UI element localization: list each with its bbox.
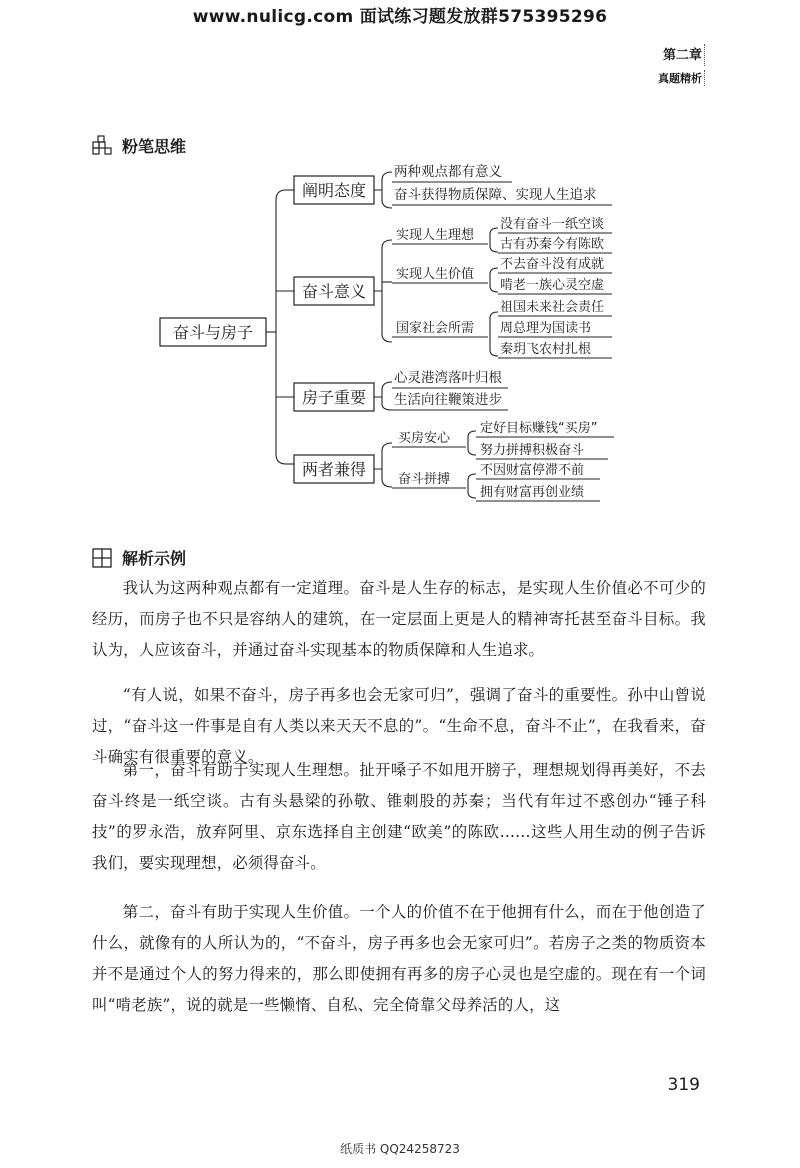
leaf-label: 奋斗获得物质保障、实现人生追求: [394, 187, 597, 203]
page-number: 319: [667, 1075, 700, 1095]
footer-note: 纸质书 QQ24258723: [340, 1142, 460, 1156]
leaf-label: 没有奋斗一纸空谈: [500, 217, 605, 232]
body-paragraph: “有人说，如果不奋斗，房子再多也会无家可归”，强调了奋斗的重要性。孙中山曾说过，“奋斗这一件事是自有人类以来天天不息的”。“生命不息，奋斗不止”，在我看来，奋斗确实有很重要的意义。: [92, 686, 706, 766]
leaf-label: 拥有财富再创业绩: [480, 485, 585, 500]
group-label: 实现人生理想: [396, 228, 475, 243]
section-subtitle: 真题精析: [658, 72, 702, 85]
branch-label: 阐明态度: [301, 181, 367, 200]
leaf-label: 两种观点都有意义: [394, 164, 502, 180]
analysis-heading: [92, 546, 186, 569]
group-label: 国家社会所需: [396, 321, 475, 336]
body-paragraph: 我认为这两种观点都有一定道理。奋斗是人生存的标志，是实现人生价值必不可少的经历，而房子也不只是容纳人的建筑，在一定层面上更是人的精神寄托甚至奋斗目标。我认为，人应该奋斗，并通过奋斗实现基本的物质保障和人生追求。: [92, 579, 706, 659]
analysis-heading-text: 解析示例: [122, 549, 187, 568]
group-label: 实现人生价值: [396, 267, 475, 282]
mindmap-heading-text: 粉笔思维: [122, 137, 187, 156]
leaf-label: 秦玥飞农村扎根: [500, 342, 592, 357]
leaf-label: 不去奋斗没有成就: [500, 257, 605, 272]
leaf-label: 不因财富停滞不前: [480, 463, 585, 478]
watermark: www.nulicg.com 面试练习题发放群575395296: [192, 7, 608, 27]
leaf-label: 古有苏秦今有陈欧: [500, 237, 605, 252]
leaf-label: 定好目标赚钱“买房”: [480, 421, 598, 436]
leaf-label: 努力拼搏积极奋斗: [480, 443, 585, 458]
analysis-icon: [92, 548, 112, 568]
body-paragraph: 第一，奋斗有助于实现人生理想。扯开嗓子不如甩开膀子，理想规划得再美好，不去奋斗终是一纸空谈。古有头悬梁的孙敬、锥刺股的苏秦；当代有年过不惑创办“锤子科技”的罗永浩，放弃阿里、京东选择自主创建“欧美”的陈欧……这些人用生动的例子告诉我们，要实现理想，必须得奋斗。: [92, 761, 706, 872]
group-label: 奋斗拼搏: [398, 472, 451, 487]
branch-label: 房子重要: [301, 388, 367, 407]
body-paragraph: 第二，奋斗有助于实现人生价值。一个人的价值不在于他拥有什么，而在于他创造了什么，就像有的人所认为的，“不奋斗，房子再多也会无家可归”。若房子之类的物质资本并不是通过个人的努力得来的，那么即使拥有再多的房子心灵也是空虚的。现在有一个词叫“啃老族”，说的就是一些懒惰、自私、完全倚靠父母养活的人，这: [92, 903, 706, 1014]
leaf-label: 周总理为国读书: [500, 321, 592, 336]
mind-map: [0, 0, 800, 540]
branch-label: 两者兼得: [301, 460, 367, 479]
root-label: 奋斗与房子: [172, 323, 254, 342]
leaf-label: 心灵港湾落叶归根: [394, 370, 502, 386]
leaf-label: 祖国未来社会责任: [500, 300, 605, 315]
branch-label: 奋斗意义: [301, 282, 367, 301]
group-label: 买房安心: [398, 431, 451, 446]
chapter-title: 第二章: [662, 48, 702, 63]
leaf-label: 生活向往鞭策进步: [394, 392, 502, 408]
leaf-label: 啃老一族心灵空虚: [500, 278, 605, 293]
